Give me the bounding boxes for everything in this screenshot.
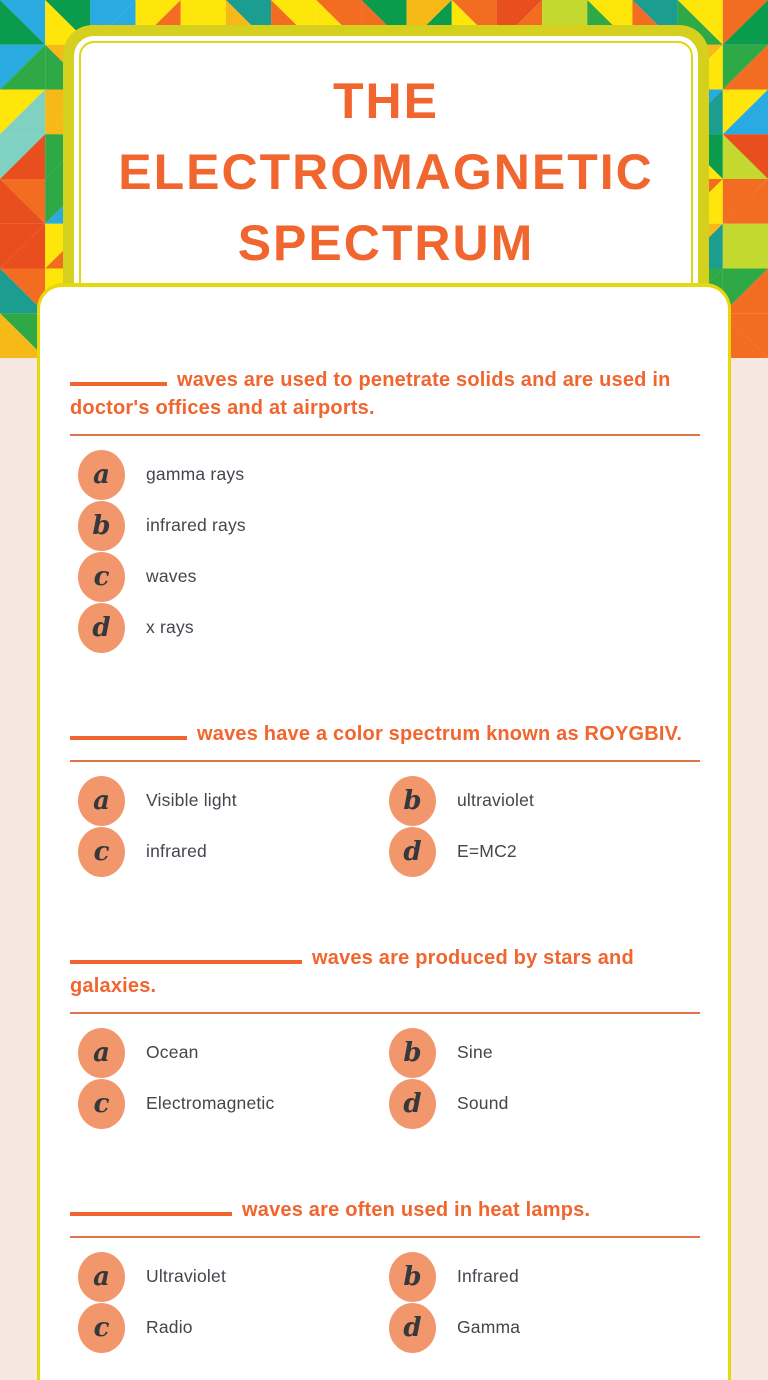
title-line-3: SPECTRUM bbox=[237, 215, 535, 271]
title-line-2: ELECTROMAGNETIC bbox=[118, 144, 654, 200]
option-letter-badge[interactable]: b bbox=[78, 501, 125, 551]
option-label: waves bbox=[146, 566, 197, 586]
option-d[interactable] bbox=[78, 602, 700, 653]
option-a[interactable] bbox=[78, 1251, 389, 1302]
option-letter-badge[interactable]: b bbox=[389, 1252, 436, 1302]
option-b[interactable] bbox=[389, 1027, 700, 1078]
question-divider bbox=[70, 760, 700, 762]
option-d[interactable] bbox=[389, 826, 700, 877]
title-line-1: THE bbox=[333, 73, 439, 129]
question-prompt-text: waves have a color spectrum known as ROYGBIV. bbox=[197, 723, 683, 745]
answer-blank bbox=[70, 943, 302, 964]
option-c[interactable] bbox=[78, 551, 700, 602]
option-label: E=MC2 bbox=[457, 841, 517, 861]
option-d[interactable] bbox=[389, 1078, 700, 1129]
option-letter-badge[interactable]: d bbox=[389, 827, 436, 877]
option-label: Electromagnetic bbox=[146, 1093, 275, 1113]
option-letter-badge[interactable]: d bbox=[389, 1079, 436, 1129]
question-divider bbox=[70, 434, 700, 436]
option-a[interactable] bbox=[78, 449, 700, 500]
options-list bbox=[70, 449, 700, 653]
option-label: Ultraviolet bbox=[146, 1266, 227, 1286]
option-label: Ocean bbox=[146, 1042, 199, 1062]
question-list bbox=[70, 365, 700, 1353]
worksheet-body-frame bbox=[37, 283, 731, 1380]
option-label: x rays bbox=[146, 617, 194, 637]
option-a[interactable] bbox=[78, 1027, 389, 1078]
option-letter-badge[interactable]: a bbox=[78, 776, 125, 826]
option-label: ultraviolet bbox=[457, 790, 535, 810]
question-4 bbox=[70, 1195, 700, 1353]
option-label: Radio bbox=[146, 1317, 193, 1337]
option-c[interactable] bbox=[78, 826, 389, 877]
option-letter-badge[interactable]: d bbox=[389, 1303, 436, 1353]
options-list bbox=[70, 1251, 700, 1353]
option-d[interactable] bbox=[389, 1302, 700, 1353]
option-label: infrared bbox=[146, 841, 207, 861]
option-label: infrared rays bbox=[146, 515, 246, 535]
option-letter-badge[interactable]: c bbox=[78, 552, 125, 602]
option-letter-badge[interactable]: d bbox=[78, 603, 125, 653]
question-divider bbox=[70, 1012, 700, 1014]
answer-blank bbox=[70, 365, 167, 386]
question-2 bbox=[70, 719, 700, 877]
options-list bbox=[70, 775, 700, 877]
question-prompt bbox=[70, 365, 700, 422]
option-letter-badge[interactable]: a bbox=[78, 450, 125, 500]
title-card bbox=[63, 25, 709, 287]
option-letter-badge[interactable]: b bbox=[389, 776, 436, 826]
question-prompt bbox=[70, 943, 700, 1000]
option-b[interactable] bbox=[389, 1251, 700, 1302]
option-letter-badge[interactable]: a bbox=[78, 1028, 125, 1078]
option-label: Sound bbox=[457, 1093, 509, 1113]
option-b[interactable] bbox=[389, 775, 700, 826]
option-label: Gamma bbox=[457, 1317, 521, 1337]
option-label: Visible light bbox=[146, 790, 237, 810]
option-letter-badge[interactable]: c bbox=[78, 827, 125, 877]
worksheet-title bbox=[74, 66, 698, 279]
question-prompt bbox=[70, 1195, 700, 1224]
option-c[interactable] bbox=[78, 1078, 389, 1129]
question-prompt-text: waves are produced by stars and galaxies. bbox=[70, 947, 634, 997]
option-letter-badge[interactable]: c bbox=[78, 1303, 125, 1353]
option-a[interactable] bbox=[78, 775, 389, 826]
option-label: Sine bbox=[457, 1042, 493, 1062]
question-divider bbox=[70, 1236, 700, 1238]
title-card-inner bbox=[74, 36, 698, 287]
answer-blank bbox=[70, 1195, 232, 1216]
option-b[interactable] bbox=[78, 500, 700, 551]
question-3 bbox=[70, 943, 700, 1129]
question-prompt-text: waves are used to penetrate solids and are used in doctor's offices and at airports. bbox=[70, 369, 671, 419]
options-list bbox=[70, 1027, 700, 1129]
option-letter-badge[interactable]: b bbox=[389, 1028, 436, 1078]
question-prompt-text: waves are often used in heat lamps. bbox=[242, 1199, 591, 1221]
answer-blank bbox=[70, 719, 187, 740]
option-letter-badge[interactable]: a bbox=[78, 1252, 125, 1302]
option-label: Infrared bbox=[457, 1266, 519, 1286]
question-1 bbox=[70, 365, 700, 653]
option-c[interactable] bbox=[78, 1302, 389, 1353]
option-label: gamma rays bbox=[146, 464, 245, 484]
worksheet-body-card bbox=[40, 287, 728, 1380]
option-letter-badge[interactable]: c bbox=[78, 1079, 125, 1129]
question-prompt bbox=[70, 719, 700, 748]
